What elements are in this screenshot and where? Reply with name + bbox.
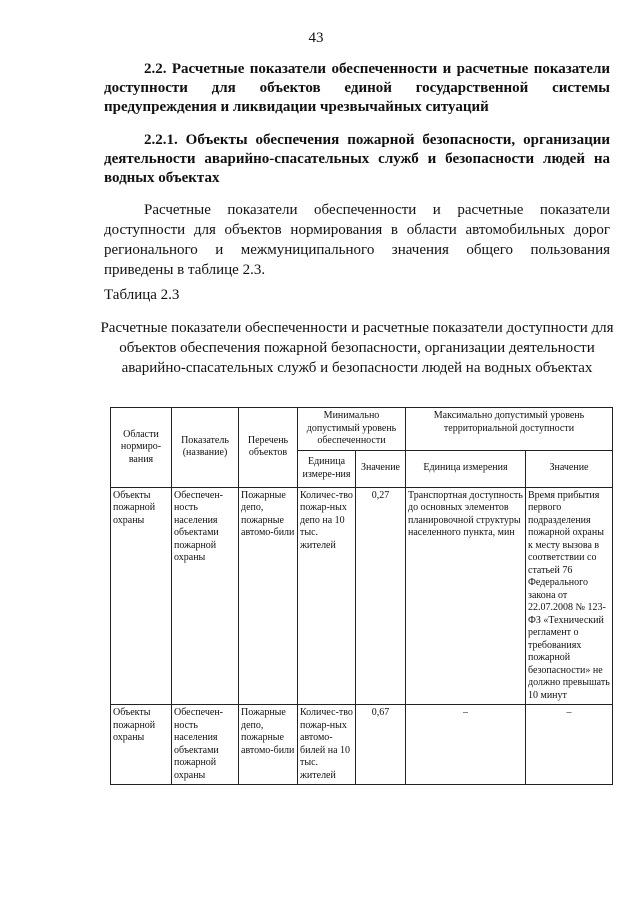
cell-min-value: 0,67 <box>356 705 406 785</box>
table-label: Таблица 2.3 <box>104 287 180 303</box>
cell-max-value: – <box>526 705 613 785</box>
cell-area: Объекты пожарной охраны <box>111 487 172 705</box>
header-min-level: Минимально допустимый уровень обеспеченности <box>298 408 406 451</box>
header-max-level: Максимально допустимый уровень территориальной доступности <box>406 408 613 451</box>
section-heading: 2.2. Расчетные показатели обеспеченности и расчетные показатели доступности для объектов единой государственной системы предупреждения и ликвидации чрезвычайных ситуаций <box>104 61 610 115</box>
page-number: 43 <box>308 30 324 46</box>
cell-objects: Пожарные депо, пожарные автомо-били <box>239 487 298 705</box>
table-row <box>111 487 613 705</box>
cell-indicator: Обеспечен-ность населения объектами пожарной охраны <box>172 705 239 785</box>
table-caption: Расчетные показатели обеспеченности и расчетные показатели доступности для объектов обеспечения пожарной безопасности, организации деятельности аварийно-спасательных служб и безопасности людей на водных объектах <box>100 320 614 376</box>
cell-min-value: 0,27 <box>356 487 406 705</box>
header-objects: Перечень объектов <box>239 408 298 488</box>
subsection-heading: 2.2.1. Объекты обеспечения пожарной безопасности, организации деятельности аварийно-спасательных служб и безопасности людей на водных объектах <box>104 132 610 186</box>
header-max-unit: Единица измерения <box>406 450 526 487</box>
cell-min-unit: Количес-тво пожар-ных депо на 10 тыс. жителей <box>298 487 356 705</box>
header-min-value: Значение <box>356 450 406 487</box>
header-min-unit: Единица измере-ния <box>298 450 356 487</box>
cell-max-unit: Транспортная доступность до основных элементов планировочной структуры населенного пункта, мин <box>406 487 526 705</box>
cell-min-unit: Количес-тво пожар-ных автомо-билей на 10 тыс. жителей <box>298 705 356 785</box>
cell-area: Объекты пожарной охраны <box>111 705 172 785</box>
cell-objects: Пожарные депо, пожарные автомо-били <box>239 705 298 785</box>
header-max-value: Значение <box>526 450 613 487</box>
header-indicator: Показатель (название) <box>172 408 239 488</box>
header-area: Области нормиро-вания <box>111 408 172 488</box>
cell-max-value: Время прибытия первого подразделения пожарной охраны к месту вызова в соответствии со статьей 76 Федерального закона от 22.07.2008 № 123-ФЗ «Технический регламент о требованиях пожарной безопасности» не должно превышать 10 минут <box>526 487 613 705</box>
cell-indicator: Обеспечен-ность населения объектами пожарной охраны <box>172 487 239 705</box>
norms-table <box>110 407 613 785</box>
table-row <box>111 705 613 785</box>
cell-max-unit: – <box>406 705 526 785</box>
body-paragraph: Расчетные показатели обеспеченности и расчетные показатели доступности для объектов нормирования в области автомобильных дорог регионального и межмуниципального значения общего пользования приведены в таблице 2.3. <box>104 202 610 278</box>
table-header-row <box>111 408 613 451</box>
